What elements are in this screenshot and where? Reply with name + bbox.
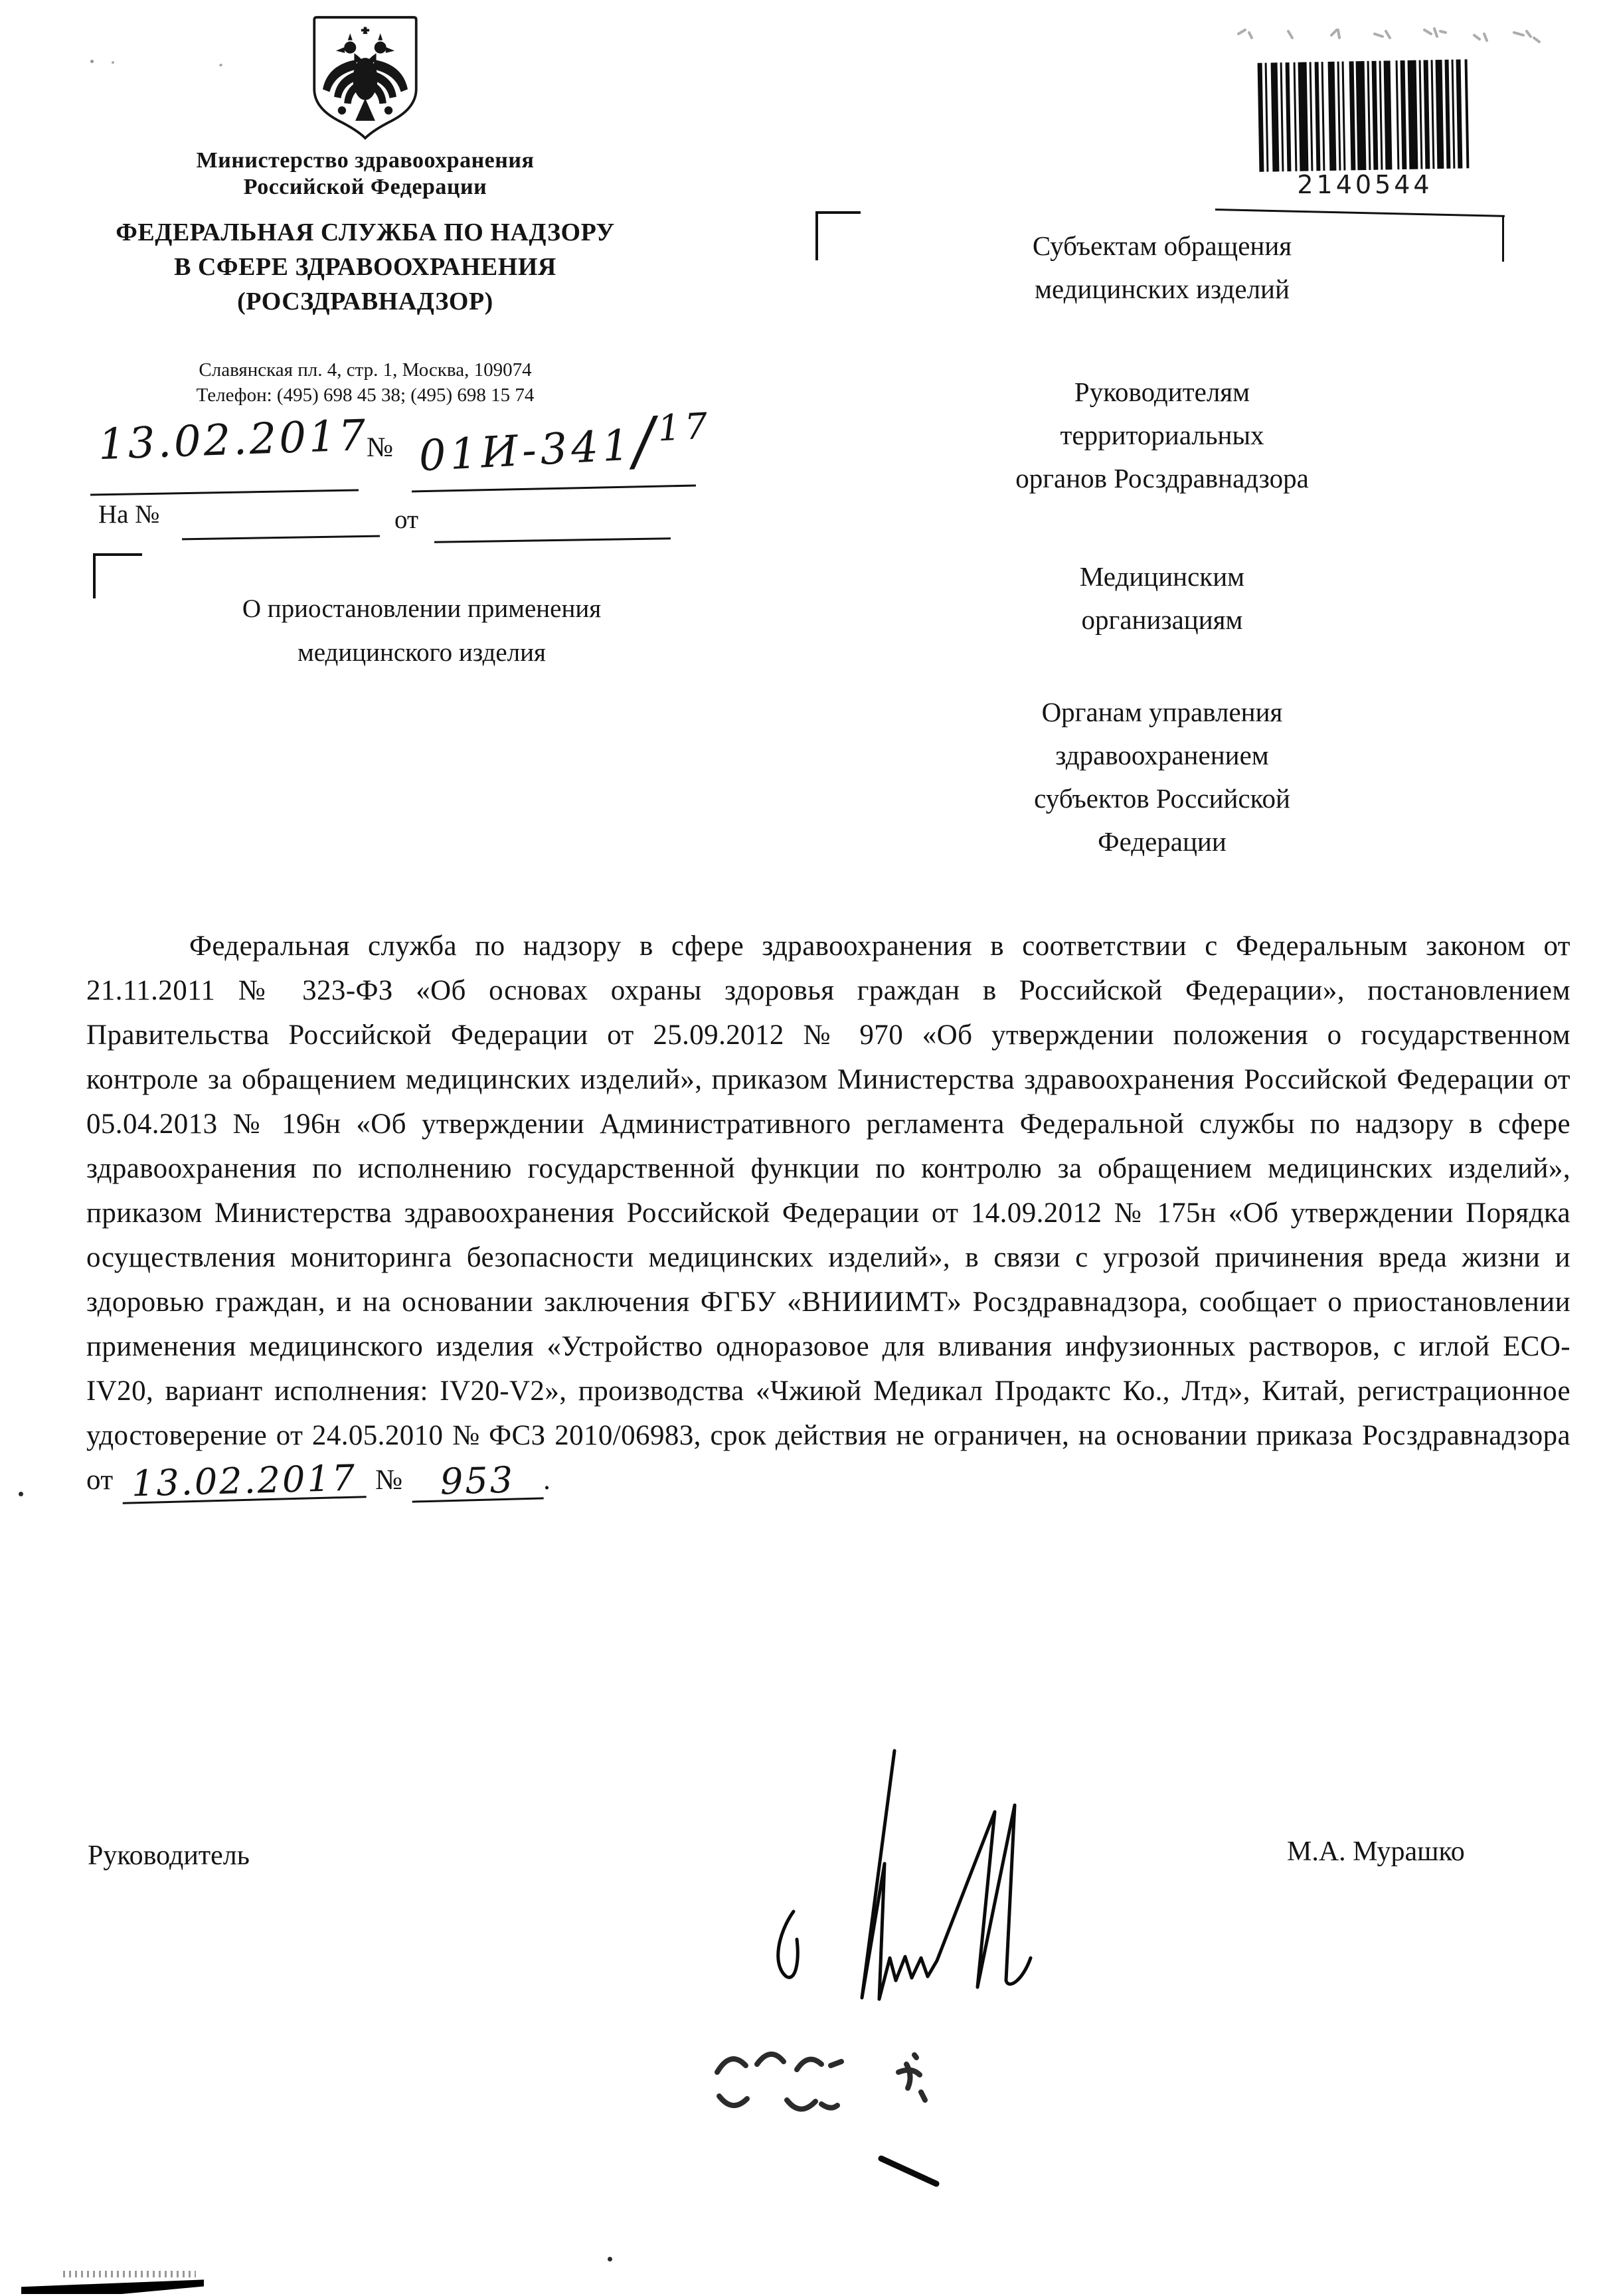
scan-noise-dot <box>112 61 114 64</box>
scan-noise-dot <box>219 64 222 66</box>
postal-address: Славянская пл. 4, стр. 1, Москва, 109074 <box>199 359 532 381</box>
scan-noise-dot <box>90 60 94 63</box>
addressee-line: организациям <box>1081 604 1243 635</box>
signer-title: Руководитель <box>88 1840 250 1871</box>
bottom-speckles-artifact <box>63 2271 196 2277</box>
outgoing-number-slash: / <box>631 402 661 479</box>
reply-from-label: от <box>394 505 419 534</box>
subject-block <box>149 587 694 675</box>
letterhead <box>76 15 654 408</box>
ink-dot-artifact <box>608 2257 612 2261</box>
margin-dot-artifact <box>19 1492 23 1496</box>
pen-stroke-artifact <box>878 2153 941 2190</box>
body-paragraph <box>86 924 1570 1505</box>
body-main-text: Федеральная служба по надзору в сфере здравоохранения в соответствии с Федеральным законом от 21.11.2011 № 323-ФЗ «Об основах охраны здоровья граждан в Российской Федерации», постановлением Правительства Российской Федерации от 25.09.2012 № 970 «Об утверждении положения о государственном контроле за обращением медицинских изделий», приказом Министерства здравоохранения Российской Федерации от 05.04.2013 № 196н «Об утверждении Административного регламента Федеральной службы по надзору в сфере здравоохранения по исполнению государственной функции по контролю за обращением медицинских изделий», приказом Министерства здравоохранения Российской Федерации от 14.09.2012 № 175н «Об утверждении Порядка осуществления мониторинга безопасности медицинских изделий», в связи с угрозой причинения вреда жизни и здоровью граждан, и на основании заключения ФГБУ «ВНИИИМТ» Росздравнадзора, сообщает о приостановлении применения медицинского изделия «Устройство одноразовое для вливания инфузионных растворов, с иглой ECO-IV20, вариант исполнения: IV20-V2», производства «Чжиюй Медикал Продактс Ко., Лтд», Китай, регистрационное удостоверение от 24.05.2010 № ФСЗ 2010/06983, срок действия не ограничен, на основании приказа Росздравнадзора от <box>86 930 1570 1496</box>
service-name-line1: ФЕДЕРАЛЬНАЯ СЛУЖБА ПО НАДЗОРУ <box>116 219 615 246</box>
barcode-number: 2140544 <box>1297 170 1433 199</box>
address-zone-corner-stroke <box>1502 215 1504 262</box>
number-sign: № <box>367 432 394 463</box>
ministry-name-line1: Министерство здравоохранения <box>196 148 535 173</box>
body-period: . <box>543 1464 551 1496</box>
address-zone-top-line <box>1215 209 1505 217</box>
addressee-line: Субъектам обращения <box>1032 230 1292 261</box>
order-number-sign: № <box>375 1464 403 1496</box>
phone-numbers: Телефон: (495) 698 45 38; (495) 698 15 74 <box>196 385 535 406</box>
addressee-line: территориальных <box>1060 420 1264 450</box>
service-name-line2: В СФЕРЕ ЗДРАВООХРАНЕНИЯ <box>174 253 556 281</box>
addressee-group <box>950 691 1375 863</box>
outgoing-date-handwritten: 13.02.2017 <box>97 410 369 470</box>
addressee-line: органов Росздравнадзора <box>1015 463 1309 493</box>
barcode <box>1256 58 1474 173</box>
addressee-group <box>950 555 1375 642</box>
service-name-line3: (РОСЗДРАВНАДЗОР) <box>237 288 493 315</box>
ministry-name-line2: Российской Федерации <box>243 175 487 199</box>
number-underline <box>412 485 696 493</box>
order-number-handwritten: 953 <box>411 1461 543 1502</box>
reply-to-number-label: На № <box>98 500 160 529</box>
outgoing-number-suffix: 17 <box>656 404 713 450</box>
addressee-line: медицинских изделий <box>1035 274 1290 304</box>
addressee-group <box>950 371 1375 500</box>
subject-corner-mark <box>93 553 142 598</box>
outgoing-number-main: 01И-341 <box>417 420 635 482</box>
addressee-group <box>950 224 1375 311</box>
reply-date-blank-line <box>434 537 671 543</box>
subject-line1: О приостановлении применения <box>242 594 602 623</box>
reply-number-blank-line <box>182 535 380 541</box>
signer-name: М.А. Мурашко <box>1287 1836 1465 1867</box>
addressee-line: субъектов Российской <box>1034 783 1290 814</box>
bottom-smudge-artifact <box>21 2278 204 2294</box>
addressee-line: Руководителям <box>1074 377 1250 407</box>
address-zone-corner-mark <box>815 211 861 260</box>
date-underline <box>90 489 359 495</box>
pencil-notes-artifact <box>1232 22 1544 58</box>
order-date-handwritten: 13.02.2017 <box>122 1460 367 1504</box>
addressee-line: Органам управления <box>1041 697 1283 727</box>
signature-scribble <box>730 1733 1122 2012</box>
subject-line2: медицинского изделия <box>297 638 546 667</box>
addressee-line: Медицинским <box>1079 561 1245 592</box>
addressee-line: Федерации <box>1098 826 1227 857</box>
stamp-fragments-artifact <box>707 2044 979 2124</box>
addressee-line: здравоохранением <box>1055 740 1269 770</box>
outgoing-number-handwritten <box>416 397 713 486</box>
russia-coat-of-arms-icon <box>305 15 425 141</box>
